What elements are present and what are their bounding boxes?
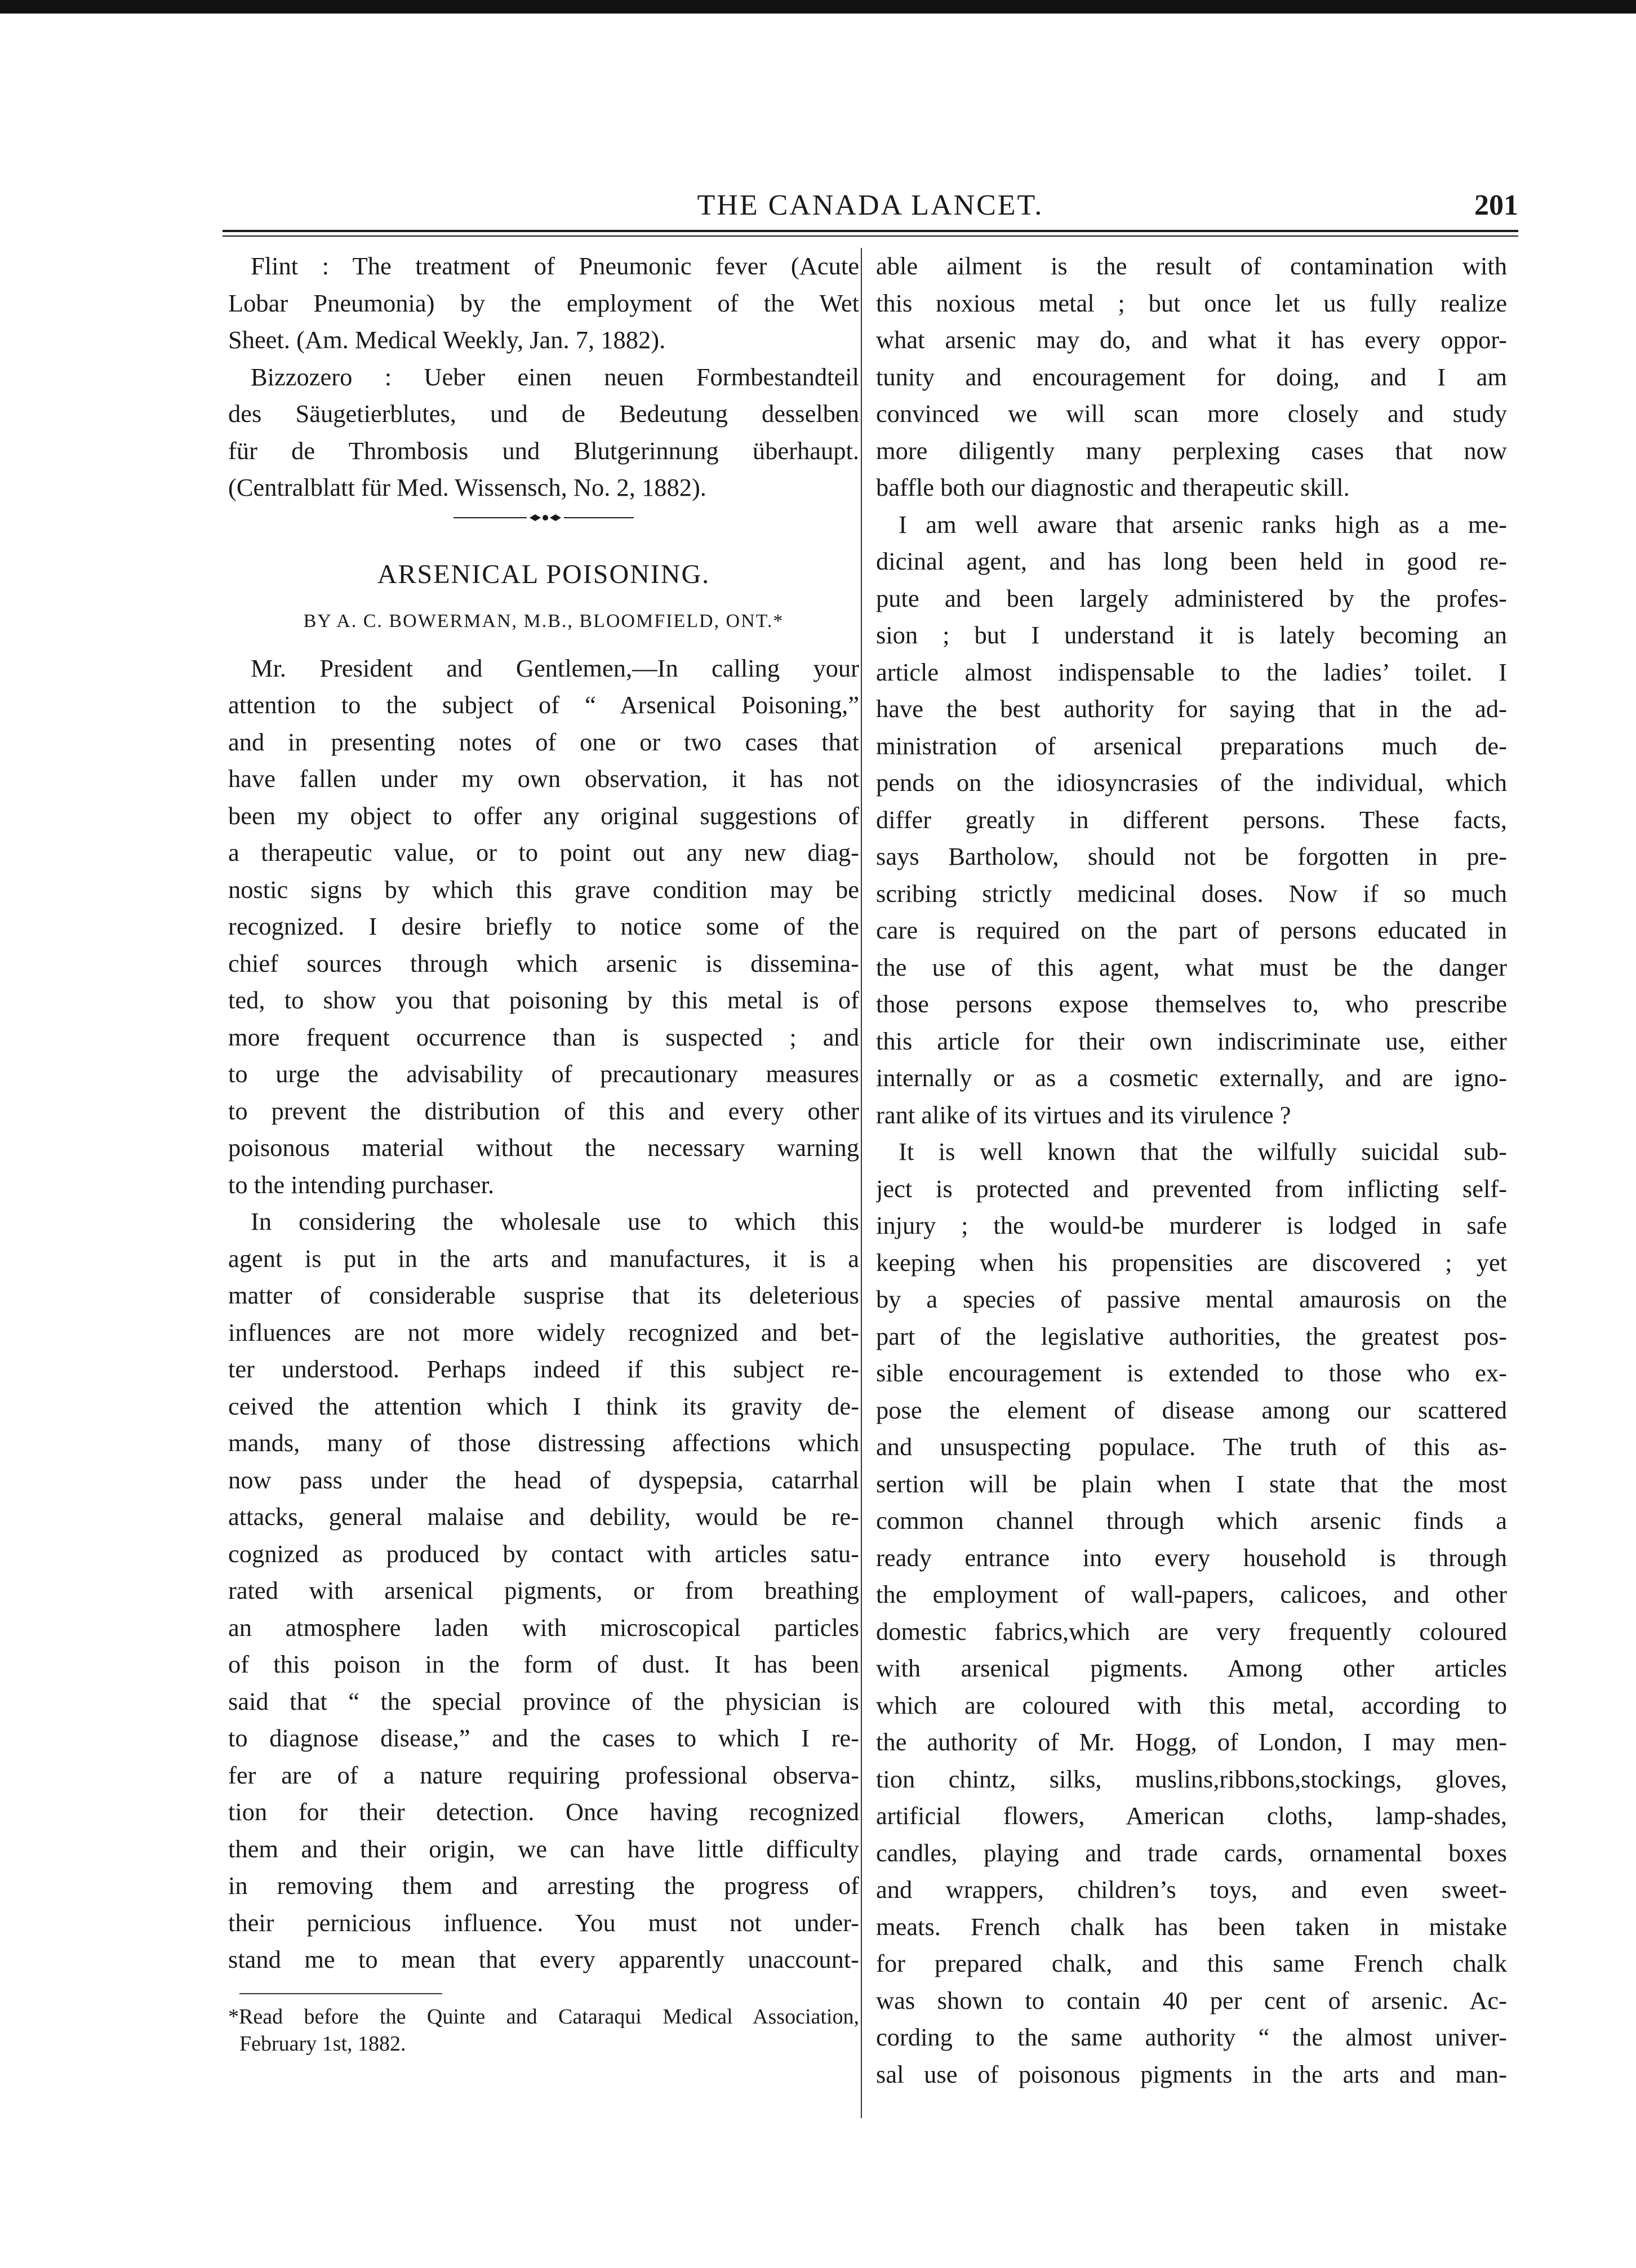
body-line: this article for their own indiscriminate use, either — [876, 1026, 1507, 1055]
body-line: and wrappers, children’s toys, and even sweet- — [876, 1875, 1507, 1904]
body-line: keeping when his propensities are discovered ; yet — [876, 1248, 1507, 1277]
body-line: care is required on the part of persons educated in — [876, 916, 1507, 944]
body-line: domestic fabrics,which are very frequently coloured — [876, 1617, 1507, 1646]
section-ornament — [228, 506, 859, 546]
column-divider — [861, 248, 862, 2118]
body-line: says Bartholow, should not be forgotten in pre- — [876, 842, 1507, 870]
body-line: ject is protected and prevented from inflicting self- — [876, 1174, 1507, 1203]
body-line: baffle both our diagnostic and therapeutic skill. — [876, 473, 1350, 501]
body-line: sal use of poisonous pigments in the arts and man- — [876, 2060, 1507, 2088]
body-line: ready entrance into every household is through — [876, 1543, 1507, 1572]
body-line: sion ; but I understand it is lately becoming an — [876, 621, 1507, 649]
reference-line: Lobar Pneumonia) by the employment of the Wet — [228, 288, 859, 317]
body-line: a therapeutic value, or to point out any new diag- — [228, 838, 859, 866]
body-line: dicinal agent, and has long been held in good re- — [876, 547, 1507, 575]
body-line: scribing strictly medicinal doses. Now if so much — [876, 879, 1507, 908]
footnote-rule — [239, 1993, 442, 1994]
header-rule — [223, 230, 1518, 232]
body-line: injury ; the would-be murderer is lodged in safe — [876, 1211, 1507, 1239]
body-line: matter of considerable susprise that its deleterious — [228, 1281, 859, 1309]
reference-list — [228, 248, 859, 506]
scan-top-border — [0, 0, 1636, 14]
body-line: In considering the wholesale use to which this — [251, 1207, 859, 1235]
running-header — [223, 189, 1518, 228]
page-number: 201 — [1474, 189, 1518, 221]
body-line: have fallen under my own observation, it has not — [228, 764, 859, 793]
reference-line: Flint : The treatment of Pneumonic fever (Acute — [251, 252, 859, 280]
body-line: Mr. President and Gentlemen,—In calling your — [251, 653, 859, 682]
body-line: been my object to offer any original suggestions of — [228, 801, 859, 830]
body-line: common channel through which arsenic finds a — [876, 1506, 1507, 1535]
body-line: able ailment is the result of contamination with — [876, 252, 1507, 280]
left-column — [228, 248, 859, 2057]
reference-line: Sheet. (Am. Medical Weekly, Jan. 7, 1882). — [228, 326, 666, 354]
body-line: more frequent occurrence than is suspected ; and — [228, 1022, 859, 1051]
body-line: rant alike of its virtues and its virulence ? — [876, 1100, 1291, 1129]
body-line: rated with arsenical pigments, or from breathing — [228, 1576, 859, 1604]
body-line: cognized as produced by contact with articles satu- — [228, 1539, 859, 1568]
body-line: have the best authority for saying that in the ad- — [876, 695, 1507, 723]
body-line: them and their origin, we can have little difficulty — [228, 1834, 859, 1863]
article-title: ARSENICAL POISONING. — [377, 559, 710, 589]
body-line: pends on the idiosyncrasies of the individual, which — [876, 768, 1507, 797]
footnote — [228, 2003, 859, 2057]
body-line: I am well aware that arsenic ranks high as a me- — [899, 510, 1507, 539]
body-line: was shown to contain 40 per cent of arsenic. Ac- — [876, 1986, 1507, 2014]
body-line: differ greatly in different persons. These facts, — [876, 805, 1507, 834]
body-line: recognized. I desire briefly to notice some of the — [228, 912, 859, 940]
body-line: ceived the attention which I think its gravity de- — [228, 1391, 859, 1420]
body-line: in removing them and arresting the progress of — [228, 1871, 859, 1900]
body-line: which are coloured with this metal, according to — [876, 1691, 1507, 1719]
body-line: poisonous material without the necessary warning — [228, 1133, 859, 1162]
body-line: those persons expose themselves to, who prescribe — [876, 990, 1507, 1018]
body-line: attacks, general malaise and debility, would be re- — [228, 1502, 859, 1531]
reference-line: für de Thrombosis und Blutgerinnung überhaupt. — [228, 436, 859, 465]
body-line: It is well known that the wilfully suicidal sub- — [899, 1137, 1507, 1166]
body-line: pute and been largely administered by the profes- — [876, 584, 1507, 612]
body-line: part of the legislative authorities, the greatest pos- — [876, 1322, 1507, 1350]
body-line: sertion will be plain when I state that the most — [876, 1469, 1507, 1498]
body-line: convinced we will scan more closely and study — [876, 399, 1507, 428]
body-line: their pernicious influence. You must not under- — [228, 1908, 859, 1937]
body-line: more diligently many perplexing cases that now — [876, 436, 1507, 465]
reference-line: (Centralblatt für Med. Wissensch, No. 2, 1882). — [228, 473, 706, 501]
body-line: tion for their detection. Once having recognized — [228, 1798, 859, 1826]
body-line: mands, many of those distressing affections which — [228, 1429, 859, 1457]
body-line: ted, to show you that poisoning by this metal is of — [228, 986, 859, 1014]
reference-line: des Säugetierblutes, und de Bedeutung desselben — [228, 399, 859, 428]
article-byline: BY A. C. BOWERMAN, M.B., BLOOMFIELD, ONT.* — [303, 611, 784, 632]
body-line: of this poison in the form of dust. It has been — [228, 1650, 859, 1678]
body-line: now pass under the head of dyspepsia, catarrhal — [228, 1465, 859, 1494]
body-line: pose the element of disease among our scattered — [876, 1395, 1507, 1424]
article-body-continued — [876, 248, 1507, 2093]
body-line: and unsuspecting populace. The truth of this as- — [876, 1433, 1507, 1461]
body-line: meats. French chalk has been taken in mistake — [876, 1912, 1507, 1941]
body-line: and in presenting notes of one or two cases that — [228, 727, 859, 756]
body-line: the authority of Mr. Hogg, of London, I may men- — [876, 1728, 1507, 1756]
body-line: said that “ the special province of the physician is — [228, 1687, 859, 1715]
body-line: by a species of passive mental amaurosis on the — [876, 1285, 1507, 1313]
body-line: internally or as a cosmetic externally, and are igno- — [876, 1064, 1507, 1092]
body-line: sible encouragement is extended to those who ex- — [876, 1359, 1507, 1387]
article-body — [228, 650, 859, 1978]
body-line: with arsenical pigments. Among other articles — [876, 1654, 1507, 1682]
body-line: what arsenic may do, and what it has every oppor- — [876, 326, 1507, 354]
body-line: tion chintz, silks, muslins,ribbons,stockings, gloves, — [876, 1764, 1507, 1793]
body-line: chief sources through which arsenic is dissemina- — [228, 949, 859, 977]
journal-title: THE CANADA LANCET. — [697, 189, 1044, 221]
body-line: attention to the subject of “ Arsenical Poisoning,” — [228, 691, 859, 719]
body-line: to diagnose disease,” and the cases to which I re- — [228, 1724, 859, 1752]
footnote-line: February 1st, 1882. — [239, 2031, 406, 2056]
body-line: ter understood. Perhaps indeed if this subject re- — [228, 1355, 859, 1383]
body-line: to prevent the distribution of this and every other — [228, 1096, 859, 1125]
body-line: fer are of a nature requiring professional observa- — [228, 1760, 859, 1789]
body-line: article almost indispensable to the ladies’ toilet. I — [876, 657, 1507, 686]
header-rule-thin — [223, 235, 1518, 237]
body-line: this noxious metal ; but once let us fully realize — [876, 288, 1507, 317]
body-line: the use of this agent, what must be the danger — [876, 953, 1507, 981]
body-line: for prepared chalk, and this same French chalk — [876, 1949, 1507, 1977]
right-column — [876, 248, 1507, 2093]
body-line: candles, playing and trade cards, ornamental boxes — [876, 1838, 1507, 1867]
body-line: stand me to mean that every apparently unaccount- — [228, 1945, 859, 1973]
body-line: agent is put in the arts and manufactures, it is a — [228, 1244, 859, 1273]
body-line: ministration of arsenical preparations much de- — [876, 731, 1507, 760]
body-line: influences are not more widely recognized and bet- — [228, 1318, 859, 1346]
body-line: an atmosphere laden with microscopical particles — [228, 1613, 859, 1642]
body-line: the employment of wall-papers, calicoes, and other — [876, 1580, 1507, 1608]
body-line: nostic signs by which this grave condition may be — [228, 875, 859, 904]
body-line: cording to the same authority “ the almost univer- — [876, 2023, 1507, 2051]
body-line: artificial flowers, American cloths, lamp-shades, — [876, 1802, 1507, 1830]
body-line: to the intending purchaser. — [228, 1170, 495, 1199]
reference-line: Bizzozero : Ueber einen neuen Formbestandteil — [251, 362, 859, 391]
footnote-line: *Read before the Quinte and Cataraqui Medical Association, — [228, 2004, 859, 2029]
body-line: tunity and encouragement for doing, and I am — [876, 362, 1507, 391]
body-line: to urge the advisability of precautionary measures — [228, 1060, 859, 1088]
